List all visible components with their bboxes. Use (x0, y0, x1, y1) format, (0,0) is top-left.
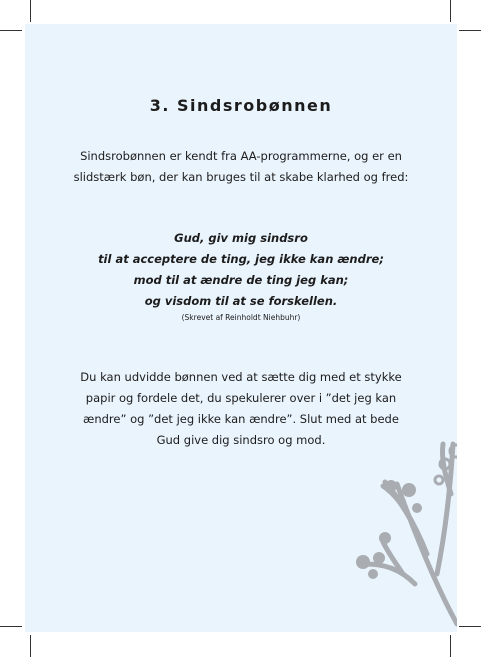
outro-line: papir og fordele det, du spekulerer over i ”det jeg kan (85, 391, 397, 405)
page-card (25, 24, 457, 632)
prayer-line: mod til at ændre de ting jeg kan; (133, 273, 349, 287)
crop-mark (0, 626, 22, 627)
crop-mark (459, 30, 481, 31)
prayer-line: til at acceptere de ting, jeg ikke kan ændre; (98, 252, 384, 266)
prayer-block (45, 228, 437, 324)
prayer-attribution: (Skrevet af Reinholdt Niehbuhr) (181, 313, 301, 322)
section-title: 3. Sindsrobønnen (149, 96, 333, 115)
prayer-line: og visdom til at se forskellen. (144, 294, 338, 308)
crop-mark (30, 0, 31, 22)
intro-line: slidstærk bøn, der kan bruges til at skabe klarhed og fred: (73, 170, 409, 184)
outro-line: Gud give dig sindsro og mod. (156, 433, 326, 447)
outro-line: ændre” og ”det jeg ikke kan ændre”. Slut med at bede (83, 412, 399, 426)
outro-line: Du kan udvidde bønnen ved at sætte dig med et stykke (80, 370, 402, 384)
crop-mark (459, 626, 481, 627)
crop-mark (450, 0, 451, 22)
crop-mark (0, 30, 22, 31)
prayer-line: Gud, giv mig sindsro (174, 231, 308, 245)
intro-line: Sindsrobønnen er kendt fra AA-programmerne, og er en (80, 149, 402, 163)
crop-mark (450, 635, 451, 657)
crop-mark (30, 635, 31, 657)
intro-paragraph (55, 146, 427, 188)
floral-branch-icon (355, 414, 457, 632)
